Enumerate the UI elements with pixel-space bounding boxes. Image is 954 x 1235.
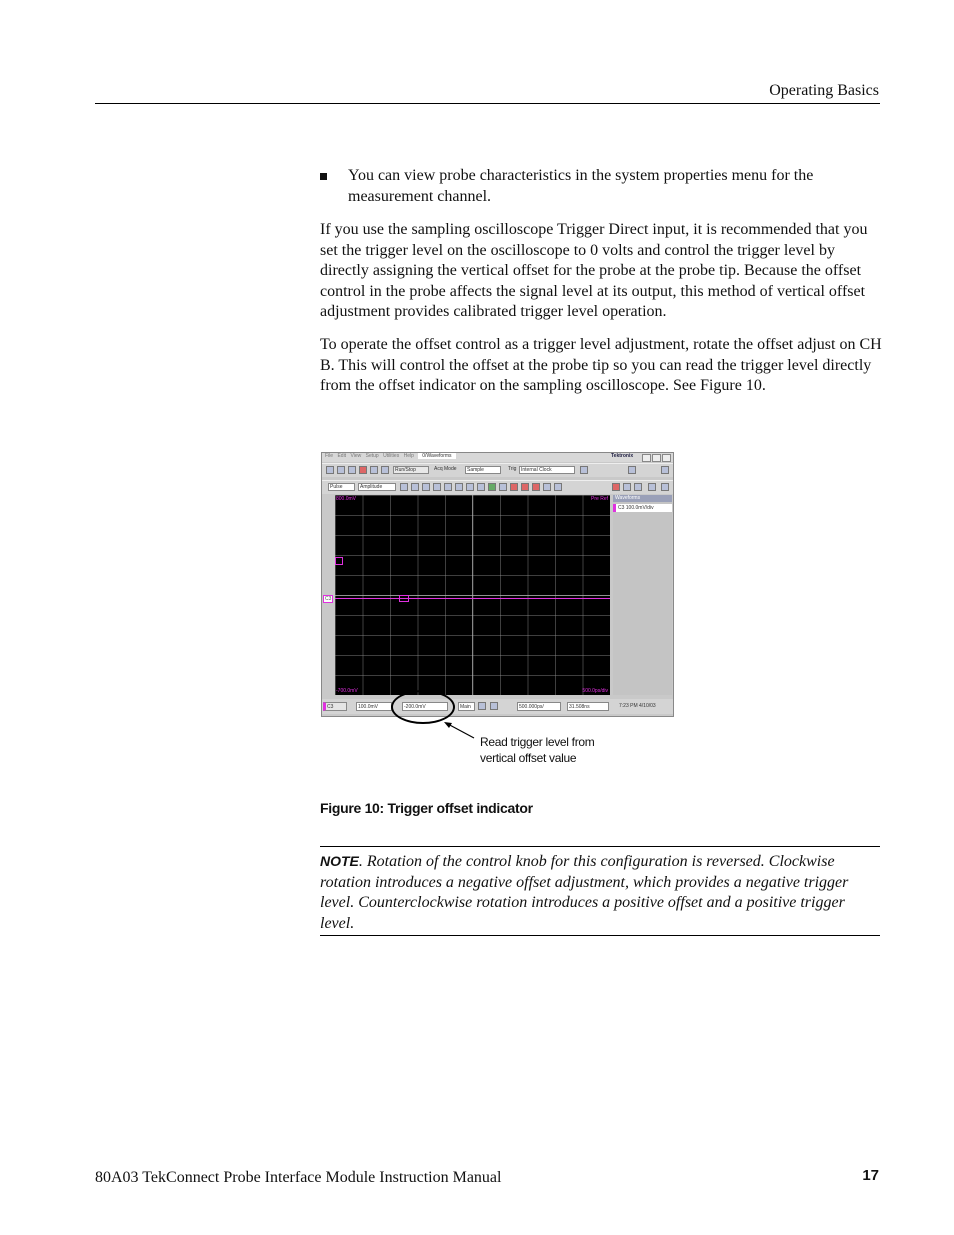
trigger-slope-icon [580,466,588,474]
meas-type-select: Amplitude [358,483,396,491]
bullet-square-icon [320,173,327,180]
note-block [320,851,882,934]
tools-icon [337,466,345,474]
meas-icon-15 [554,483,562,491]
brand-logo: Tektronix [611,453,634,459]
meas-select: Pulse [328,483,355,491]
run-stop-button: Run/Stop [393,466,429,474]
meas-icon-5 [444,483,452,491]
bottom-left-readout: -700.0mV [336,688,358,694]
note-bottom-rule [320,935,880,936]
waveform-icon [359,466,367,474]
menu-utilities: Utilities [383,453,400,459]
menu-edit: Edit [337,453,347,459]
trig-select: Internal Clock [519,466,575,474]
view-icon-5 [661,483,669,491]
zoom-in-icon [478,702,486,710]
meas-icon-9 [488,483,496,491]
top-left-readout: 800.0mV [336,496,357,502]
display-icon [628,466,636,474]
meas-icon-2 [411,483,419,491]
meas-icon-3 [422,483,430,491]
meas-icon-1 [400,483,408,491]
function-icon [348,466,356,474]
offset-field: -200.0mV [402,702,448,711]
window-title: 0/Waveforms [418,453,455,459]
header-rule [95,103,880,104]
view-icon-1 [612,483,620,491]
clear-icon [381,466,389,474]
menu-setup: Setup [365,453,379,459]
meas-icon-10 [499,483,507,491]
print-icon [326,466,334,474]
menu-bar [322,453,673,462]
paragraph-trigger-direct: If you use the sampling oscilloscope Trigger Direct input, it is recommended that you set the trigger level on the oscilloscope to 0 volts and control the trigger level by directly assigning the vertical offset for the probe at the probe tip. Because the offset control in the probe affects the signal level at its output, this method of vertical offset adjustment provides calibrated trigger level operation. [320,221,868,320]
close-icon [662,454,671,462]
cursor-icon [370,466,378,474]
note-text: . Rotation of the control knob for this configuration is reversed. Clockwise rotation introduces a negative offset adjustment, which provides a negative trigger level. Counterclockwise rotation introduces a positive offset and a positive trigger level. [320,853,849,932]
bullet-item [320,166,882,207]
meas-icon-4 [433,483,441,491]
note-label: NOTE [320,853,359,869]
menu-view: View [350,453,362,459]
meas-icon-8 [477,483,485,491]
meas-icon-14 [543,483,551,491]
clock-readout: 7:23 PM 4/10/03 [619,703,656,709]
page-number: 17 [862,1167,879,1184]
note-top-rule [320,846,880,847]
zoom-out-icon [490,702,498,710]
bullet-text: You can view probe characteristics in the system properties menu for the measurement channel. [348,167,814,205]
waveform-trace [335,598,610,599]
channel-select: C3 [323,702,347,711]
position-field: 31.508ns [567,702,609,711]
meas-icon-11 [510,483,518,491]
acq-mode-label: Acq Mode [434,466,457,472]
maximize-icon [652,454,661,462]
scale-field: 100.0mV [356,702,392,711]
figure-caption: Figure 10: Trigger offset indicator [320,800,533,816]
oscilloscope-screenshot [321,452,674,717]
view-icon-3 [634,483,642,491]
trigger-marker-icon [335,557,343,565]
bottom-right-readout: 500.0ps/div [582,688,608,694]
waveform-display [335,495,610,695]
meas-icon-6 [455,483,463,491]
menu-file: File [325,453,334,459]
menu-help: Help [403,453,414,459]
acq-mode-select: Sample [465,466,501,474]
meas-icon-12 [521,483,529,491]
toolbar-top [322,463,673,477]
position-marker-icon [399,595,409,602]
waveforms-panel [613,495,672,695]
view-icon-4 [648,483,656,491]
center-vertical-graticule [472,495,473,695]
footer-title: 80A03 TekConnect Probe Interface Module Instruction Manual [95,1169,502,1186]
waveforms-panel-title: Waveforms [613,495,672,502]
meas-icon-7 [466,483,474,491]
top-right-readout: Pre Ref [591,496,608,502]
waveform-entry: C3 100.0mV/div [613,504,672,512]
status-bar [322,699,673,714]
view-icon-2 [623,483,631,491]
timebase-field: 500.000ps/ [517,702,561,711]
figure-callout: Read trigger level from vertical offset value [480,735,595,765]
toolbar-measure [322,480,673,494]
callout-arrow [440,718,480,748]
meas-icon-13 [532,483,540,491]
trig-label: Trig [508,466,517,472]
paragraph-offset-control: To operate the offset control as a trigger level adjustment, rotate the offset adjust on CH B. This will control the offset at the probe tip so you can read the trigger level directly from the offset indicator on the sampling oscilloscope. See Figure 10. [320,336,882,394]
channel-marker: C3 [325,596,332,602]
minimize-icon [642,454,651,462]
timebase-select: Main [458,702,475,711]
running-header: Operating Basics [769,82,879,99]
help-icon [661,466,669,474]
